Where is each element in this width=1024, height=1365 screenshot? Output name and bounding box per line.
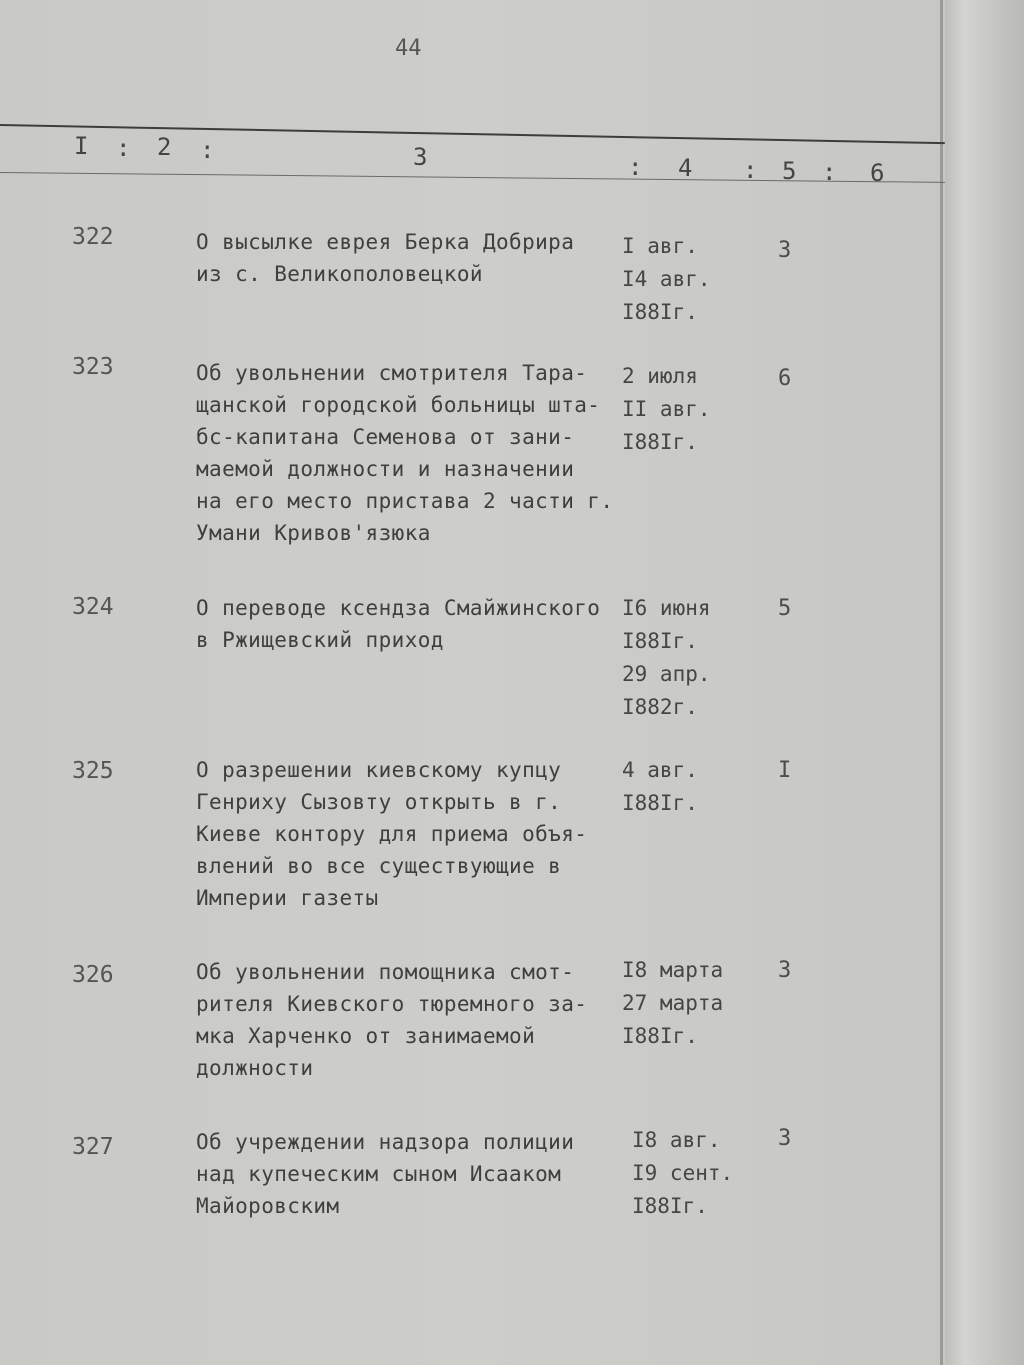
description-line: О переводе ксендза Смайжинского	[196, 596, 601, 620]
entry-description	[196, 754, 616, 914]
description-line: Империи газеты	[196, 886, 379, 910]
entry-number: 323	[72, 354, 114, 380]
page-fold-line	[940, 0, 943, 1365]
entry-dates	[632, 1124, 752, 1223]
description-line: Об увольнении помощника смот-	[196, 960, 575, 984]
date-line: 2 июля	[622, 364, 698, 388]
entry-sheet-count: 5	[778, 596, 792, 621]
description-line: бс-капитана Семенова от зани-	[196, 425, 575, 449]
description-line: должности	[196, 1056, 314, 1080]
column-separator: :	[628, 153, 643, 181]
description-line: на его место пристава 2 части г.	[196, 489, 614, 513]
description-line: над купеческим сыном Исааком	[196, 1162, 562, 1186]
entry-description	[196, 1126, 616, 1222]
column-separator: :	[116, 134, 131, 162]
entry-sheet-count: 3	[778, 238, 792, 263]
description-line: из с. Великополовецкой	[196, 262, 483, 286]
date-line: I6 июня	[622, 596, 711, 620]
entry-number: 324	[72, 594, 114, 620]
description-line: Киеве контору для приема объя-	[196, 822, 588, 846]
description-line: рителя Киевского тюремного за-	[196, 992, 588, 1016]
entry-dates	[622, 360, 742, 459]
column-header-5: 5	[782, 157, 797, 185]
description-line: Генриху Сызовту открыть в г.	[196, 790, 562, 814]
date-line: I88Iг.	[622, 430, 698, 454]
date-line: I88Iг.	[632, 1194, 708, 1218]
description-line: Об учреждении надзора полиции	[196, 1130, 575, 1154]
entry-sheet-count: 6	[778, 366, 792, 391]
entry-description	[196, 592, 616, 656]
entry-dates	[622, 230, 742, 329]
column-header-3: 3	[413, 143, 428, 171]
page-number: 44	[395, 36, 422, 61]
entry-number: 326	[72, 962, 114, 988]
entry-description	[196, 956, 616, 1084]
date-line: I авг.	[622, 234, 698, 258]
entry-number: 327	[72, 1134, 114, 1160]
description-line: мка Харченко от занимаемой	[196, 1024, 536, 1048]
description-line: в Ржищевский приход	[196, 628, 444, 652]
entry-sheet-count: I	[778, 758, 792, 783]
date-line: I9 сент.	[632, 1161, 734, 1185]
description-line: О высылке еврея Берка Добрира	[196, 230, 575, 254]
date-line: I8 авг.	[632, 1128, 721, 1152]
entry-description	[196, 226, 616, 290]
date-line: I882г.	[622, 695, 698, 719]
column-header-6: 6	[870, 159, 885, 187]
entry-number: 322	[72, 224, 114, 250]
column-separator: :	[743, 156, 758, 184]
date-line: I4 авг.	[622, 267, 711, 291]
date-line: I8 марта	[622, 958, 724, 982]
date-line: 27 марта	[622, 991, 724, 1015]
page-edge	[945, 0, 1024, 1365]
entry-sheet-count: 3	[778, 1126, 792, 1151]
description-line: Об увольнении смотрителя Тара-	[196, 361, 588, 385]
date-line: 29 апр.	[622, 662, 711, 686]
column-header-4: 4	[678, 154, 693, 182]
entry-number: 325	[72, 758, 114, 784]
entry-sheet-count: 3	[778, 958, 792, 983]
column-header-2: 2	[157, 133, 172, 161]
column-separator: :	[200, 136, 215, 164]
date-line: II авг.	[622, 397, 711, 421]
description-line: О разрешении киевскому купцу	[196, 758, 562, 782]
date-line: I88Iг.	[622, 1024, 698, 1048]
description-line: маемой должности и назначении	[196, 457, 575, 481]
column-separator: :	[822, 158, 837, 186]
description-line: Умани Кривов'язюка	[196, 521, 431, 545]
date-line: 4 авг.	[622, 758, 698, 782]
date-line: I88Iг.	[622, 629, 698, 653]
entry-dates	[622, 954, 742, 1053]
description-line: влений во все существующие в	[196, 854, 562, 878]
entry-dates	[622, 754, 742, 820]
entry-dates	[622, 592, 742, 724]
date-line: I88Iг.	[622, 791, 698, 815]
date-line: I88Iг.	[622, 300, 698, 324]
column-header-1: I	[74, 132, 89, 160]
description-line: Майоровским	[196, 1194, 340, 1218]
description-line: щанской городской больницы шта-	[196, 393, 601, 417]
entry-description	[196, 357, 616, 549]
